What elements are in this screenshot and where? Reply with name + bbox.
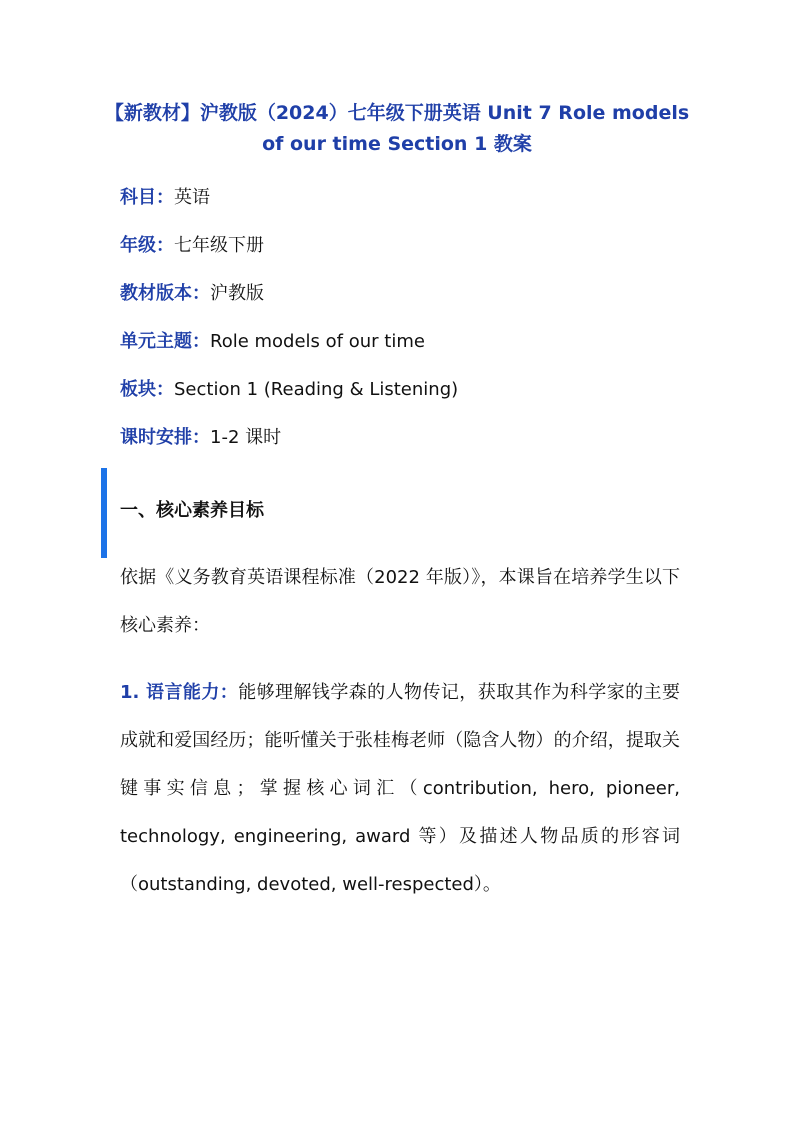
intro-paragraph: 依据《义务教育英语课程标准（2022 年版）》，本课旨在培养学生以下核心素养： — [120, 567, 680, 636]
meta-grade — [120, 233, 264, 259]
point-language-ability — [120, 669, 680, 909]
section-accent-bar — [101, 468, 107, 558]
meta-value: 沪教版 — [210, 283, 264, 304]
meta-textbook-edition — [120, 281, 264, 307]
meta-value: Role models of our time — [210, 331, 425, 352]
point-lead: 1. 语言能力： — [120, 682, 239, 703]
meta-label: 单元主题： — [120, 331, 210, 352]
meta-label: 课时安排： — [120, 427, 210, 448]
meta-value: 1-2 课时 — [210, 427, 282, 448]
meta-subject — [120, 185, 210, 211]
meta-value: Section 1 (Reading & Listening) — [174, 379, 459, 400]
meta-section — [120, 377, 458, 403]
meta-value: 七年级下册 — [174, 235, 264, 256]
meta-value: 英语 — [174, 187, 210, 208]
document-title: 【新教材】沪教版（2024）七年级下册英语 Unit 7 Role models of our time Section 1 教案 — [104, 102, 690, 155]
meta-unit-theme — [120, 329, 425, 355]
meta-class-hours — [120, 425, 281, 451]
section-heading: 一、核心素养目标 — [120, 500, 264, 521]
point-text: 能够理解钱学森的人物传记，获取其作为科学家的主要成就和爱国经历；能听懂关于张桂梅老师（隐含人物）的介绍，提取关键事实信息；掌握核心词汇（contribution, hero, pioneer, technology, engineering, award 等）及描述人物品质的形容词（outstanding, devoted, well-respected）。 — [120, 682, 680, 895]
meta-label: 板块： — [120, 379, 174, 400]
meta-label: 教材版本： — [120, 283, 210, 304]
meta-label: 年级： — [120, 235, 174, 256]
meta-label: 科目： — [120, 187, 174, 208]
